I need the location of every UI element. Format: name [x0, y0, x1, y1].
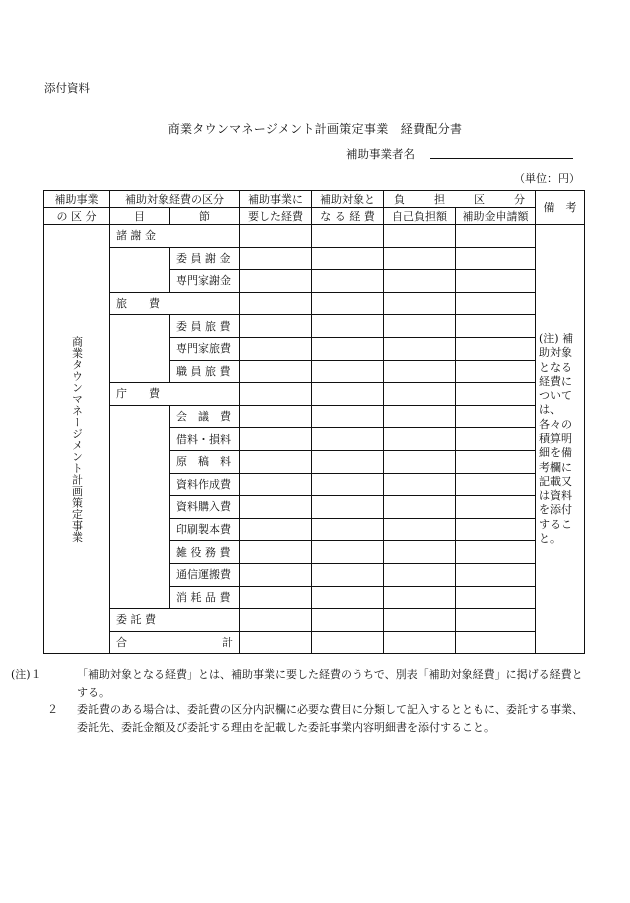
header-required-top: 補助事業に [240, 191, 312, 208]
own-burden-cell[interactable] [384, 563, 456, 586]
own-burden-cell[interactable] [384, 315, 456, 338]
own-burden-cell[interactable] [384, 609, 456, 632]
expense-item-blank [110, 405, 170, 608]
eligible-amount-cell[interactable] [312, 315, 384, 338]
expense-subitem-label: 借料・損料 [176, 432, 231, 446]
required-amount-cell[interactable] [240, 586, 312, 609]
footnote-text: 「補助対象となる経費」とは、補助事業に要した経費のうちで、別表「補助対象経費」に掲げる経費とする。 [77, 668, 583, 699]
expense-subitem-label: 資料作成費 [176, 477, 231, 491]
expense-subitem-label: 専門家旅費 [176, 342, 231, 356]
header-category-top: 補助事業 [44, 191, 110, 208]
subsidy-request-cell[interactable] [456, 405, 536, 428]
project-name-cell [44, 225, 110, 654]
required-amount-cell[interactable] [240, 428, 312, 451]
total-label-right: 計 [222, 635, 233, 649]
eligible-amount-cell[interactable] [312, 609, 384, 632]
eligible-amount-cell[interactable] [312, 518, 384, 541]
attachment-label: 添付資料 [44, 81, 90, 95]
eligible-amount-cell[interactable] [312, 541, 384, 564]
expense-subitem [170, 586, 240, 609]
expense-item [110, 609, 240, 632]
required-amount-cell[interactable] [240, 383, 312, 406]
own-burden-cell[interactable] [384, 337, 456, 360]
header-item: 目 [110, 208, 170, 225]
footnote-prefix: (注)１ [11, 668, 42, 681]
total-row [44, 631, 585, 654]
required-amount-cell[interactable] [240, 247, 312, 270]
subsidy-request-cell[interactable] [456, 383, 536, 406]
footnotes [11, 666, 589, 736]
project-name: 商業タウンマネージメント計画策定事業 [70, 335, 84, 543]
burden-char: 担 [434, 192, 445, 206]
subsidy-request-cell[interactable] [456, 247, 536, 270]
own-burden-cell[interactable] [384, 247, 456, 270]
own-burden-cell[interactable] [384, 428, 456, 451]
total-eligible-cell[interactable] [312, 631, 384, 654]
required-amount-cell[interactable] [240, 405, 312, 428]
required-amount-cell[interactable] [240, 292, 312, 315]
own-burden-cell[interactable] [384, 473, 456, 496]
expense-subitem [170, 563, 240, 586]
required-amount-cell[interactable] [240, 270, 312, 293]
expense-subitem-label: 会 議 費 [176, 410, 231, 424]
table-row [44, 609, 585, 632]
own-burden-cell[interactable] [384, 292, 456, 315]
expense-item [110, 292, 240, 315]
expense-item-label: 委 託 費 [116, 613, 156, 627]
header-expense-category: 補助対象経費の区分 [110, 191, 240, 208]
eligible-amount-cell[interactable] [312, 292, 384, 315]
expense-subitem-label: 委 員 旅 費 [176, 319, 231, 333]
expense-subitem-label: 委 員 謝 金 [176, 251, 231, 265]
header-category-bottom: の 区 分 [44, 208, 110, 225]
subsidy-request-cell[interactable] [456, 360, 536, 383]
eligible-amount-cell[interactable] [312, 586, 384, 609]
required-amount-cell[interactable] [240, 450, 312, 473]
header-subitem: 節 [170, 208, 240, 225]
expense-subitem [170, 496, 240, 519]
expense-item-blank [110, 247, 170, 292]
required-amount-cell[interactable] [240, 518, 312, 541]
subsidy-request-cell[interactable] [456, 496, 536, 519]
required-amount-cell[interactable] [240, 563, 312, 586]
subsidy-request-cell[interactable] [456, 586, 536, 609]
subsidy-request-cell[interactable] [456, 337, 536, 360]
expense-subitem [170, 270, 240, 293]
header-eligible-top: 補助対象と [312, 191, 384, 208]
remarks-cell [536, 225, 585, 654]
own-burden-cell[interactable] [384, 518, 456, 541]
operator-label: 補助事業者名 [346, 147, 415, 161]
own-burden-cell[interactable] [384, 541, 456, 564]
required-amount-cell[interactable] [240, 337, 312, 360]
eligible-amount-cell[interactable] [312, 496, 384, 519]
header-subsidy-request: 補助金申請額 [456, 208, 536, 225]
header-burden [384, 191, 536, 208]
table-row [44, 247, 585, 270]
total-label [110, 631, 240, 654]
own-burden-cell[interactable] [384, 450, 456, 473]
expense-subitem [170, 541, 240, 564]
expense-subitem [170, 405, 240, 428]
own-burden-cell[interactable] [384, 360, 456, 383]
own-burden-cell[interactable] [384, 225, 456, 248]
expense-subitem-label: 専門家謝金 [176, 274, 231, 288]
unit-label: （単位：円） [514, 172, 580, 185]
subsidy-request-cell[interactable] [456, 270, 536, 293]
own-burden-cell[interactable] [384, 586, 456, 609]
required-amount-cell[interactable] [240, 225, 312, 248]
expense-allocation-table [43, 190, 585, 654]
table-row [44, 405, 585, 428]
eligible-amount-cell[interactable] [312, 428, 384, 451]
expense-subitem-label: 雑 役 務 費 [176, 545, 231, 559]
required-amount-cell[interactable] [240, 496, 312, 519]
expense-item [110, 225, 240, 248]
expense-subitem [170, 247, 240, 270]
table-row [44, 383, 585, 406]
header-own-burden: 自己負担額 [384, 208, 456, 225]
subsidy-request-cell[interactable] [456, 609, 536, 632]
required-amount-cell[interactable] [240, 541, 312, 564]
burden-char: 分 [514, 192, 525, 206]
eligible-amount-cell[interactable] [312, 360, 384, 383]
remarks-note: (注) 補助対象となる経費については、各々の積算明細を備考欄に記載又は資料を添付すること。 [539, 331, 574, 546]
subsidy-request-cell[interactable] [456, 292, 536, 315]
subsidy-request-cell[interactable] [456, 518, 536, 541]
expense-subitem [170, 315, 240, 338]
header-eligible-bottom: な る 経 費 [312, 208, 384, 225]
footnote-2 [44, 701, 589, 736]
expense-subitem-label: 通信運搬費 [176, 568, 231, 582]
total-label-left: 合 [116, 635, 127, 649]
header-required-bottom: 要した経費 [240, 208, 312, 225]
eligible-amount-cell[interactable] [312, 270, 384, 293]
operator-name-line [430, 158, 573, 159]
expense-subitem [170, 337, 240, 360]
expense-item-label: 諸 謝 金 [116, 229, 156, 243]
subsidy-request-cell[interactable] [456, 541, 536, 564]
required-amount-cell[interactable] [240, 473, 312, 496]
expense-subitem [170, 450, 240, 473]
own-burden-cell[interactable] [384, 270, 456, 293]
expense-subitem [170, 473, 240, 496]
total-subsidy-request-cell[interactable] [456, 631, 536, 654]
eligible-amount-cell[interactable] [312, 405, 384, 428]
eligible-amount-cell[interactable] [312, 563, 384, 586]
subsidy-request-cell[interactable] [456, 225, 536, 248]
header-remarks: 備 考 [536, 191, 585, 225]
footnote-text: 委託費のある場合は、委託費の区分内訳欄に必要な費目に分類して記入するとともに、委託する事業、委託先、委託金額及び委託する理由を記載した委託事業内容明細書を添付すること。 [77, 703, 583, 734]
eligible-amount-cell[interactable] [312, 383, 384, 406]
own-burden-cell[interactable] [384, 496, 456, 519]
table-row [44, 315, 585, 338]
required-amount-cell[interactable] [240, 360, 312, 383]
required-amount-cell[interactable] [240, 609, 312, 632]
expense-subitem-label: 職 員 旅 費 [176, 364, 231, 378]
table-row [44, 292, 585, 315]
expense-item-label: 庁 費 [116, 387, 160, 401]
burden-char: 区 [474, 192, 485, 206]
expense-subitem [170, 428, 240, 451]
expense-subitem-label: 消 耗 品 費 [176, 590, 231, 604]
footnote-prefix: ２ [47, 703, 58, 716]
eligible-amount-cell[interactable] [312, 337, 384, 360]
required-amount-cell[interactable] [240, 315, 312, 338]
own-burden-cell[interactable] [384, 383, 456, 406]
total-own-burden-cell[interactable] [384, 631, 456, 654]
expense-subitem-label: 原 稿 料 [176, 455, 231, 469]
expense-subitem-label: 印刷製本費 [176, 523, 231, 537]
eligible-amount-cell[interactable] [312, 473, 384, 496]
document-title: 商業タウンマネージメント計画策定事業 経費配分書 [167, 122, 463, 136]
burden-char: 負 [394, 192, 405, 206]
subsidy-request-cell[interactable] [456, 315, 536, 338]
subsidy-request-cell[interactable] [456, 428, 536, 451]
eligible-amount-cell[interactable] [312, 450, 384, 473]
expense-item [110, 383, 240, 406]
total-required-cell[interactable] [240, 631, 312, 654]
subsidy-request-cell[interactable] [456, 473, 536, 496]
subsidy-request-cell[interactable] [456, 450, 536, 473]
expense-subitem [170, 360, 240, 383]
table-row [44, 225, 585, 248]
expense-subitem-label: 資料購入費 [176, 500, 231, 514]
eligible-amount-cell[interactable] [312, 225, 384, 248]
expense-item-blank [110, 315, 170, 383]
footnote-1 [11, 666, 589, 701]
expense-subitem [170, 518, 240, 541]
subsidy-request-cell[interactable] [456, 563, 536, 586]
expense-item-label: 旅 費 [116, 297, 160, 311]
own-burden-cell[interactable] [384, 405, 456, 428]
eligible-amount-cell[interactable] [312, 247, 384, 270]
